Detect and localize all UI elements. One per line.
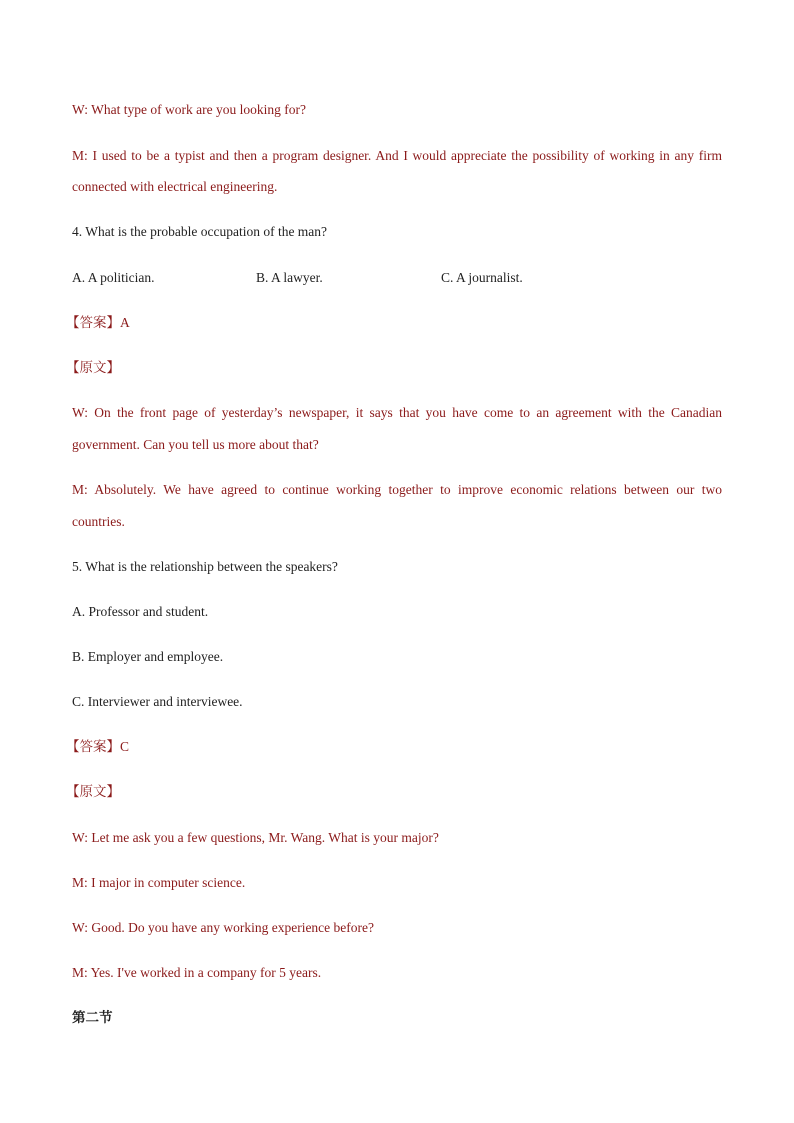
dialogue-line: M: I major in computer science.	[72, 875, 246, 890]
answer-value: A	[120, 315, 130, 330]
option-b: B. Employer and employee.	[72, 649, 224, 664]
question-4: 4. What is the probable occupation of the man?	[72, 224, 328, 239]
dialogue-line: M: I used to be a typist and then a program designer. And I would appreciate the possibility of working in any firm	[72, 148, 722, 163]
answer-tag: 【答案】	[66, 739, 120, 755]
dialogue-line: M: Yes. I've worked in a company for 5 years.	[72, 965, 322, 980]
answer-label	[66, 314, 130, 332]
dialogue-line: W: On the front page of yesterday’s newspaper, it says that you have come to an agreement with the Canadian	[72, 405, 722, 420]
option-a: A. A politician.	[72, 270, 155, 285]
answer-value: C	[120, 739, 130, 754]
option-a: A. Professor and student.	[72, 604, 209, 619]
option-c: C. A journalist.	[441, 270, 523, 285]
dialogue-line: government. Can you tell us more about that?	[72, 437, 319, 452]
answer-tag: 【答案】	[66, 315, 120, 331]
option-b: B. A lawyer.	[256, 270, 323, 285]
dialogue-line: W: What type of work are you looking for?	[72, 102, 306, 117]
dialogue-line: countries.	[72, 514, 125, 529]
dialogue-line: W: Good. Do you have any working experience before?	[72, 920, 375, 935]
section-heading: 第二节	[72, 1010, 113, 1026]
answer-label	[66, 738, 129, 756]
question-5: 5. What is the relationship between the speakers?	[72, 559, 338, 574]
original-text-label: 【原文】	[66, 784, 120, 800]
dialogue-line: connected with electrical engineering.	[72, 179, 278, 194]
dialogue-line: W: Let me ask you a few questions, Mr. Wang. What is your major?	[72, 830, 439, 845]
original-text-label: 【原文】	[66, 360, 120, 376]
option-c: C. Interviewer and interviewee.	[72, 694, 243, 709]
dialogue-line: M: Absolutely. We have agreed to continue working together to improve economic relations between our two	[72, 482, 722, 497]
